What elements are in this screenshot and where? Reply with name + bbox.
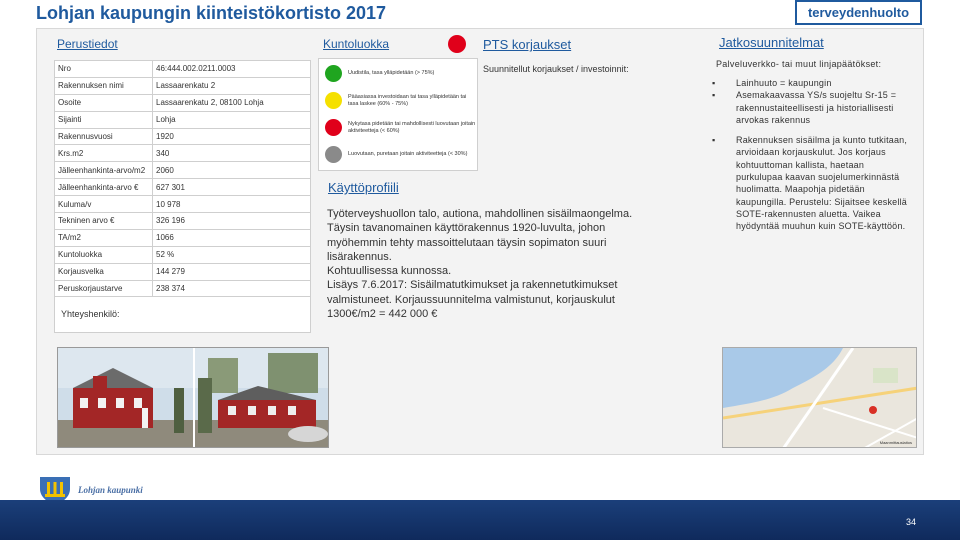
page-title: Lohjan kaupungin kiinteistökortisto 2017 <box>36 3 387 23</box>
table-cell-label: Sijainti <box>55 111 153 128</box>
bullet-icon: ▪ <box>712 90 716 101</box>
legend-text: Uudistila, tasa ylläpidetään (> 75%) <box>348 70 435 76</box>
basic-info-table <box>54 60 311 331</box>
table-cell-value: 144 279 <box>153 263 311 280</box>
table-cell-value: 340 <box>153 145 311 162</box>
table-row <box>55 263 311 280</box>
list-item <box>712 134 910 232</box>
table-row <box>55 280 311 297</box>
legend-item <box>325 65 476 82</box>
table-cell-label: Kuntoluokka <box>55 246 153 263</box>
table-cell-label: Rakennuksen nimi <box>55 77 153 94</box>
profile-line: Kohtuullisessa kunnossa. <box>327 265 452 278</box>
table-row <box>55 94 311 111</box>
table-cell-value: 238 374 <box>153 280 311 297</box>
table-cell-label: Nro <box>55 61 153 78</box>
table-row <box>55 111 311 128</box>
pts-subheading: Suunnitellut korjaukset / investoinnit: <box>483 64 629 74</box>
table-cell-label: Jälleenhankinta-arvo € <box>55 179 153 196</box>
table-row <box>55 246 311 263</box>
profile-line: 1300€/m2 = 442 000 € <box>327 308 438 321</box>
legend-dot-green <box>325 65 342 82</box>
table-row <box>55 179 311 196</box>
pts-heading: PTS korjaukset <box>483 37 572 52</box>
legend-dot-yellow <box>325 92 342 109</box>
table-cell-label: Krs.m2 <box>55 145 153 162</box>
profile-line: Lisäys 7.6.2017: Sisäilmatutkimukset ja rakennetutkimukset <box>327 279 618 292</box>
basic-info-heading: Perustiedot <box>57 37 118 51</box>
table-cell-label: Peruskorjaustarve <box>55 280 153 297</box>
table-cell-value: Lohja <box>153 111 311 128</box>
footer-bar <box>0 500 960 540</box>
list-item-text: Asemakaavassa YS/s suojeltu Sr-15 = rakennustaiteellisesti ja historiallisesti arvokas rakennus <box>736 90 897 125</box>
list-item-text: Lainhuuto = kaupungin <box>736 78 832 88</box>
further-planning-list <box>712 77 910 233</box>
bullet-icon: ▪ <box>712 135 716 146</box>
table-cell-label: Korjausvelka <box>55 263 153 280</box>
table-cell-value: 2060 <box>153 162 311 179</box>
legend-item <box>325 92 476 109</box>
table-row <box>55 162 311 179</box>
table-cell-label: Jälleenhankinta-arvo/m2 <box>55 162 153 179</box>
condition-heading: Kuntoluokka <box>323 37 390 51</box>
table-cell-value: 1066 <box>153 229 311 246</box>
legend-dot-gray <box>325 146 342 163</box>
contact-person-box <box>54 296 311 333</box>
table-cell-value: 326 196 <box>153 213 311 230</box>
table-cell-label: Rakennusvuosi <box>55 128 153 145</box>
list-item-text: Rakennuksen sisäilma ja kunto tutkitaan, arvioidaan korjauskulut. Jos korjaus kohtuuttoman kallista, haetaan purkulupaa kaavan suojelumerkinnästä huolimatta. Maapohja pidetään kaupungilla. Perustelu: Sijaitsee keskellä SOTE-rakennusten aluetta. Vaikea hyödyntää muuhun kuin SOTE-käyttöön. <box>736 135 908 232</box>
profile-line: Täysin tavanomainen käyttörakennus 1920-luvulta, johon <box>327 222 606 235</box>
category-badge: terveydenhuolto <box>795 0 922 25</box>
table-row <box>55 61 311 78</box>
building-photo <box>57 347 329 448</box>
list-item <box>712 89 910 126</box>
profile-line: lisärakennus. <box>327 250 392 263</box>
legend-item <box>325 146 476 163</box>
map-image <box>723 348 917 448</box>
page-number: 34 <box>905 517 916 527</box>
profile-line: Työterveyshuollon talo, autiona, mahdollinen sisäilmaongelma. <box>327 208 633 220</box>
further-planning-subheading: Palveluverkko- tai muut linjapäätökset: <box>716 59 882 69</box>
table-cell-value: Lassaarenkatu 2 <box>153 77 311 94</box>
table-cell-value: 1920 <box>153 128 311 145</box>
condition-indicator <box>448 35 466 53</box>
table-cell-label: TA/m2 <box>55 229 153 246</box>
table-row <box>55 196 311 213</box>
location-map <box>722 347 917 448</box>
further-planning-heading: Jatkosuunnitelmat <box>719 35 824 50</box>
table-row <box>55 145 311 162</box>
legend-text: Nykytasa pidetään tai mahdollisesti luovutaan joitain aktiviteetteja (< 60%) <box>348 120 476 134</box>
further-planning-box <box>712 59 910 339</box>
usage-profile-text <box>327 207 672 321</box>
condition-legend <box>318 58 478 171</box>
usage-profile-heading: Käyttöprofiili <box>328 180 399 195</box>
table-cell-value: 46:444.002.0211.0003 <box>153 61 311 78</box>
legend-text: Luovutaan, puretaan joitain aktiviteetteja (< 30%) <box>348 151 468 157</box>
table-row <box>55 128 311 145</box>
table-cell-value: 627 301 <box>153 179 311 196</box>
legend-text: Pääasiassa investoidaan tai tasa ylläpidetään tai tasa laskee (60% - 75%) <box>348 93 467 107</box>
building-photo-image <box>58 348 329 448</box>
map-attribution: Maanmittauslaitos <box>879 440 912 445</box>
table-row <box>55 213 311 230</box>
table-row <box>55 229 311 246</box>
table-cell-value: Lassaarenkatu 2, 08100 Lohja <box>153 94 311 111</box>
bullet-icon: ▪ <box>712 78 716 88</box>
logo-text: Lohjan kaupunki <box>78 485 143 495</box>
legend-dot-red <box>325 119 342 136</box>
legend-item <box>325 119 476 136</box>
table-row <box>55 77 311 94</box>
table-cell-value: 52 % <box>153 246 311 263</box>
list-item <box>712 77 910 89</box>
profile-line: myöhemmin tehty massoittelutaan täysin sopimaton suuri <box>327 236 607 249</box>
contact-label: Yhteyshenkilö: <box>61 309 120 319</box>
table-cell-label: Tekninen arvo € <box>55 213 153 230</box>
table-cell-label: Osoite <box>55 94 153 111</box>
profile-line: valmistuneet. Korjaussuunnitelma valmistunut, korjauskulut <box>327 293 615 306</box>
table-cell-label: Kuluma/v <box>55 196 153 213</box>
table-cell-value: 10 978 <box>153 196 311 213</box>
